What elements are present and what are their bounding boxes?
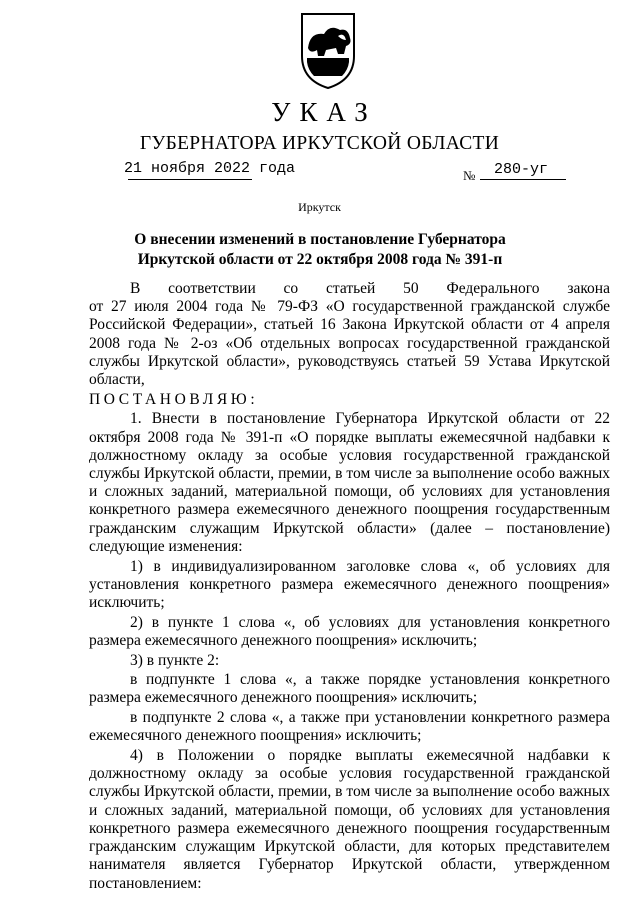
decree-date: 21 ноября 2022 года	[124, 160, 296, 177]
item-1-subitem-1: 1) в индивидуализированном заголовке слова «, об условиях для установления конкретного размера ежемесячного денежного поощрения» исключить;	[89, 557, 610, 611]
item-1: 1. Внести в постановление Губернатора Иркутской области от 22 октября 2008 года № 391-п «О порядке выплаты ежемесячной надбавки к должностному окладу за особые условия государственной гражданской службы Иркутской области, премии, в том числе за выполнение особо важных и сложных заданий, материальной помощи, об условиях для установления конкретного размера ежемесячного денежного поощрения государственным гражданским служащим Иркутской области» (далее – постановление) следующие изменения:	[89, 410, 610, 555]
subject-line-1: О внесении изменений в постановление Губернатора	[134, 231, 506, 248]
decree-body	[89, 280, 610, 894]
item-1-subitem-2: 2) в пункте 1 слова «, об условиях для установления конкретного размера ежемесячного денежного поощрения» исключить;	[89, 613, 610, 649]
item-1-subitem-3: 3) в пункте 2:	[130, 651, 220, 669]
irkutsk-coat-of-arms-icon	[298, 10, 358, 90]
issuing-authority: ГУБЕРНАТОРА ИРКУТСКОЙ ОБЛАСТИ	[139, 133, 500, 154]
city-name: Иркутск	[298, 200, 341, 214]
preamble-first-line: В соответствии со статьей 50 Федерального закона	[130, 280, 610, 297]
decree-subject	[80, 230, 560, 270]
item-1-subitem-3-a: в подпункте 1 слова «, а также порядке установления конкретного размера ежемесячного денежного поощрения» исключить;	[89, 671, 610, 707]
number-sign: №	[463, 168, 476, 183]
date-underline	[128, 179, 252, 180]
decree-word: ПОСТАНОВЛЯЮ:	[89, 390, 259, 408]
decree-number: 280-уг	[494, 161, 549, 178]
item-1-subitem-4: 4) в Положении о порядке выплаты ежемесячной надбавки к должностному окладу за особые условия государственной гражданской службы Иркутской области, премии, в том числе за выполнение особо важных и сложных заданий, материальной помощи, об условиях для установления конкретного размера ежемесячного денежного поощрения государственным гражданским служащим Иркутской области, для которых представителем нанимателя является Губернатор Иркутской области, утвержденном постановлением:	[89, 747, 610, 892]
document-type-title: УКАЗ	[271, 97, 377, 127]
item-1-subitem-3-b: в подпункте 2 слова «, а также при установлении конкретного размера ежемесячного денежного поощрения» исключить;	[89, 709, 610, 745]
number-underline	[480, 179, 566, 180]
subject-line-2: Иркутской области от 22 октября 2008 года № 391-п	[137, 251, 503, 268]
preamble-paragraph: от 27 июля 2004 года № 79-ФЗ «О государственной гражданской службе Российской Федерации», статьей 16 Закона Иркутской области от 4 апреля 2008 года № 2-оз «Об отдельных вопросах государственной гражданской службы Иркутской области», руководствуясь статьей 59 Устава Иркутской области,	[89, 298, 610, 389]
